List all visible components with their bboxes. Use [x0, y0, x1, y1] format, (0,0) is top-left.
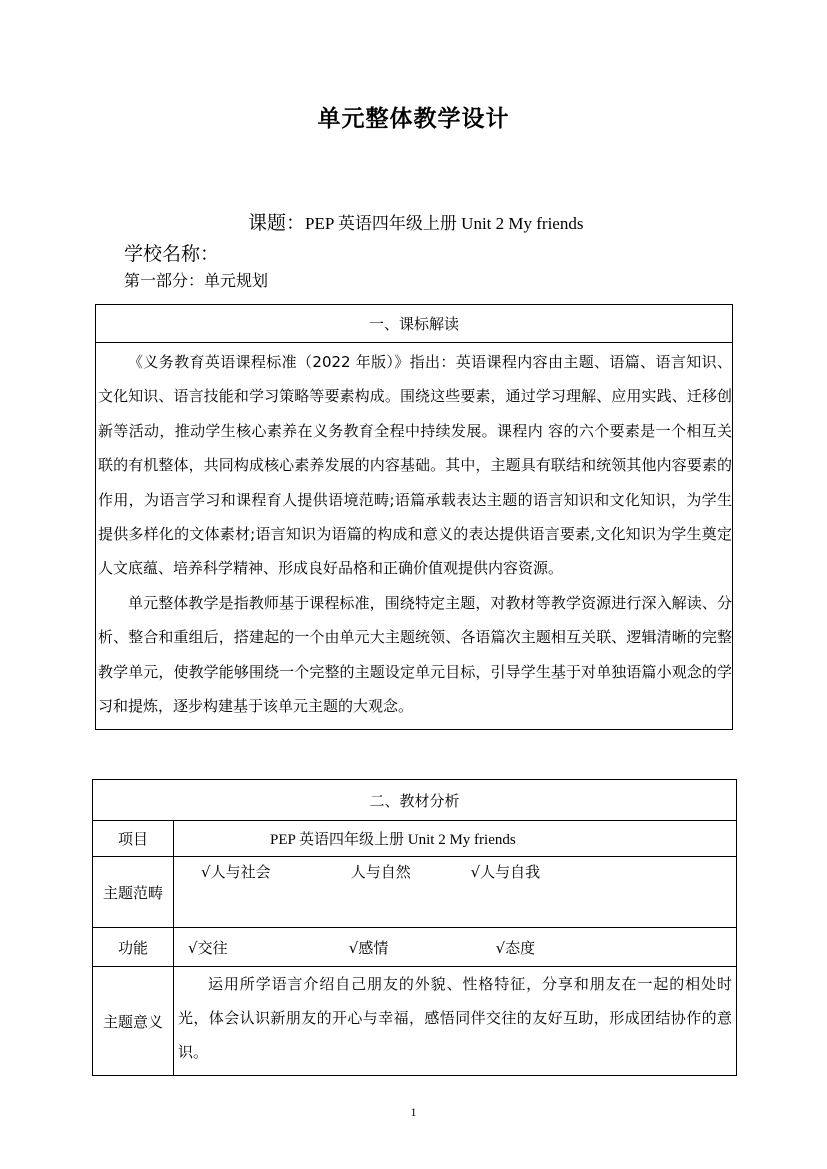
meaning-cell [174, 967, 737, 1076]
standards-paragraph-2: 单元整体教学是指教师基于课程标准，围绕特定主题，对教材等教学资源进行深入解读、分析、整合和重组后，搭建起的一个由单元大主题统领、各语篇次主题相互关联、逻辑清晰的完整教学单元，使教学能够围绕一个完整的主题设定单元目标，引导学生基于对单独语篇小观念的学习和提炼，逐步构建基于该单元主题的大观念。 [98, 593, 732, 716]
category-option: √人与社会 [201, 863, 271, 881]
category-options [174, 857, 737, 928]
standards-paragraph-1: 《义务教育英语课程标准（2022 年版）》指出：英语课程内容由主题、语篇、语言知识、文化知识、语言技能和学习策略等要素构成。围绕这些要素，通过学习理解、应用实践、迁移创新等活动，推动学生核心素养在义务教育全程中持续发展。课程内 容的六个要素是一个相互关联的有机整体，共同构成核心素养发展的内容基础。其中，主题具有联结和统领其他内容要素的作用，为语言学习和课程育人提供语境范畴;语篇承载表达主题的语言知识和文化知识，为学生提供多样化的文体素材;语言知识为语篇的构成和意义的表达提供语言要素,文化知识为学生奠定人文底蕴、培养科学精神、形成良好品格和正确价值观提供内容资源。 [98, 353, 732, 578]
part-heading: 第一部分：单元规划 [124, 271, 269, 290]
item-label: 项目 [93, 821, 174, 857]
meaning-text: 运用所学语言介绍自己朋友的外貌、性格特征，分享和朋友在一起的相处时光，体会认识新朋友的开心与幸福，感悟同伴交往的友好互助，形成团结协作的意识。 [178, 975, 732, 1061]
category-option: √人与自我 [470, 863, 541, 881]
function-options [174, 928, 737, 967]
topic-line [248, 208, 583, 235]
standards-table [95, 304, 733, 730]
check-mark-icon: √ [470, 863, 481, 881]
standards-body [96, 343, 733, 730]
meaning-label: 主题意义 [93, 967, 174, 1076]
topic-label: 课题： [248, 212, 306, 234]
function-option: √态度 [495, 938, 536, 957]
check-mark-icon: √ [348, 938, 359, 957]
check-mark-icon: √ [495, 938, 506, 957]
check-mark-icon: √ [201, 863, 211, 881]
standards-heading: 一、课标解读 [96, 305, 733, 343]
category-option: 人与自然 [350, 863, 411, 881]
function-option: √感情 [348, 938, 389, 957]
check-mark-icon: √ [188, 938, 198, 957]
function-option: √交往 [188, 938, 228, 957]
school-name-label: 学校名称： [124, 243, 220, 265]
textbook-analysis-table [92, 779, 737, 1076]
analysis-heading: 二、教材分析 [93, 780, 737, 821]
page-title: 单元整体教学设计 [317, 106, 510, 132]
category-label: 主题范畴 [93, 857, 174, 928]
item-value: PEP 英语四年级上册 Unit 2 My friends [174, 821, 737, 857]
function-label: 功能 [93, 928, 174, 967]
page-number: 1 [410, 1105, 417, 1119]
topic-text: PEP 英语四年级上册 Unit 2 My friends [305, 214, 584, 233]
